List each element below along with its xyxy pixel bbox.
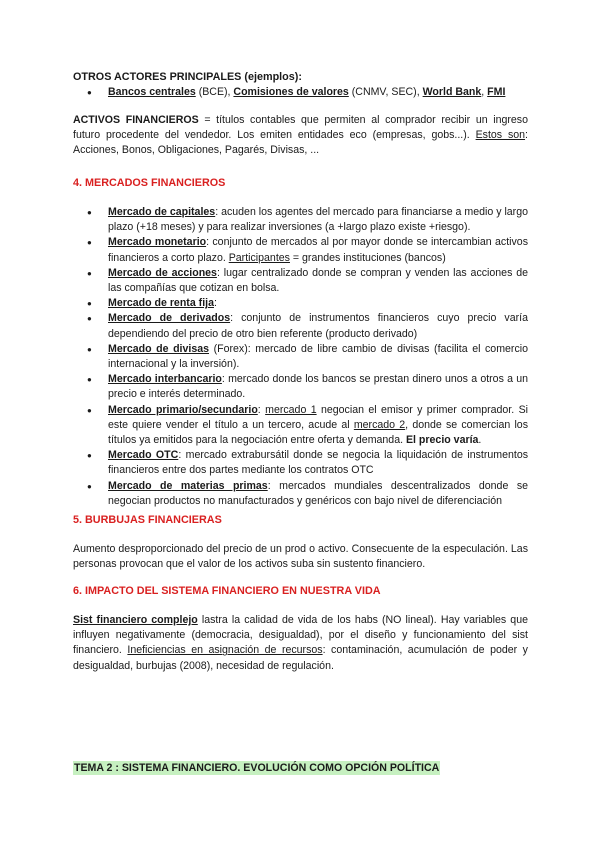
bancos-centrales: Bancos centrales bbox=[108, 86, 196, 98]
list-item: ● Mercado de acciones: lugar centralizado donde se compran y venden las acciones de las compañías que cotizan en bolsa. bbox=[73, 266, 528, 296]
fmi: FMI bbox=[487, 86, 506, 98]
otros-actores-heading: OTROS ACTORES PRINCIPALES (ejemplos): bbox=[73, 71, 302, 83]
section-5-title: 5. BURBUJAS FINANCIERAS bbox=[73, 514, 222, 526]
list-item: ● Mercado de divisas (Forex): mercado de libre cambio de divisas (facilita el comercio internacional y la inversión). bbox=[73, 342, 528, 372]
mercados-list-wrap bbox=[73, 205, 528, 509]
impacto-text-wrap bbox=[73, 613, 528, 674]
impacto-section bbox=[73, 584, 528, 599]
tema2-wrap bbox=[73, 761, 528, 776]
list-item: ● Mercado de materias primas: mercados mundiales descentralizados donde se negocian productos no manufacturados y genéricos con bajo nivel de diferenciación bbox=[73, 479, 528, 509]
comisiones-valores: Comisiones de valores bbox=[233, 86, 349, 98]
section-6-title: 6. IMPACTO DEL SISTEMA FINANCIERO EN NUESTRA VIDA bbox=[73, 585, 381, 597]
burbujas-text-wrap bbox=[73, 542, 528, 572]
list-item: ● Bancos centrales (BCE), Comisiones de valores (CNMV, SEC), World Bank, FMI bbox=[73, 85, 528, 100]
impacto-paragraph: Sist financiero complejo lastra la calidad de vida de los habs (NO lineal). Hay variables que influyen negativamente (democracia, desigualdad), por el diseño y funcionamiento del sist financiero. Ineficiencias en asignación de recursos: contaminación, acumulación de poder y desigualdad, burbujas (2008), necesidad de regulación. bbox=[73, 614, 528, 672]
mercados-list bbox=[73, 205, 528, 509]
list-item: ● Mercado interbancario: mercado donde los bancos se prestan dinero unos a otros a un precio e interés determinado. bbox=[73, 372, 528, 402]
section-4-title: 4. MERCADOS FINANCIEROS bbox=[73, 177, 226, 189]
world-bank: World Bank bbox=[422, 86, 482, 98]
otros-actores-list bbox=[73, 85, 528, 100]
burbujas-paragraph: Aumento desproporcionado del precio de un prod o activo. Consecuente de la especulación. Las personas provocan que el valor de los activos suba sin sustento financiero. bbox=[73, 543, 528, 571]
burbujas-section bbox=[73, 513, 528, 528]
list-item: ● Mercado de renta fija: bbox=[73, 296, 528, 311]
activos-paragraph: ACTIVOS FINANCIEROS = títulos contables que permiten al comprador recibir un ingreso futuro procedente del vendedor. Los emiten entidades eco (empresas, gobs...). Estos son: Acciones, Bonos, Obligaciones, Pagarés, Divisas, ... bbox=[73, 114, 528, 157]
tema2-heading: TEMA 2 : SISTEMA FINANCIERO. EVOLUCIÓN COMO OPCIÓN POLÍTICA bbox=[74, 762, 440, 774]
list-item: ● Mercado de derivados: conjunto de instrumentos financieros cuyo precio varía dependiendo del precio de otro bien referente (producto derivado) bbox=[73, 311, 528, 341]
list-item: ● Mercado de capitales: acuden los agentes del mercado para financiarse a medio y largo plazo (+18 meses) y para realizar inversiones (a +largo plazo existe +riesgo). bbox=[73, 205, 528, 235]
otros-actores-section bbox=[73, 70, 528, 100]
list-item: ● Mercado OTC: mercado extrabursátil donde se negocia la liquidación de instrumentos financieros entre dos partes mediante los contratos OTC bbox=[73, 448, 528, 478]
list-item: ● Mercado primario/secundario: mercado 1 negocian el emisor y primer comprador. Si este quiere vender el título a un tercero, acude al mercado 2, donde se comercian los títulos ya emitidos para la negociación entre oferta y demanda. El precio varía. bbox=[73, 403, 528, 449]
mercados-section bbox=[73, 176, 528, 191]
list-item: ● Mercado monetario: conjunto de mercados al por mayor donde se intercambian activos financieros a corto plazo. Participantes = grandes instituciones (bancos) bbox=[73, 235, 528, 265]
activos-section bbox=[73, 113, 528, 159]
